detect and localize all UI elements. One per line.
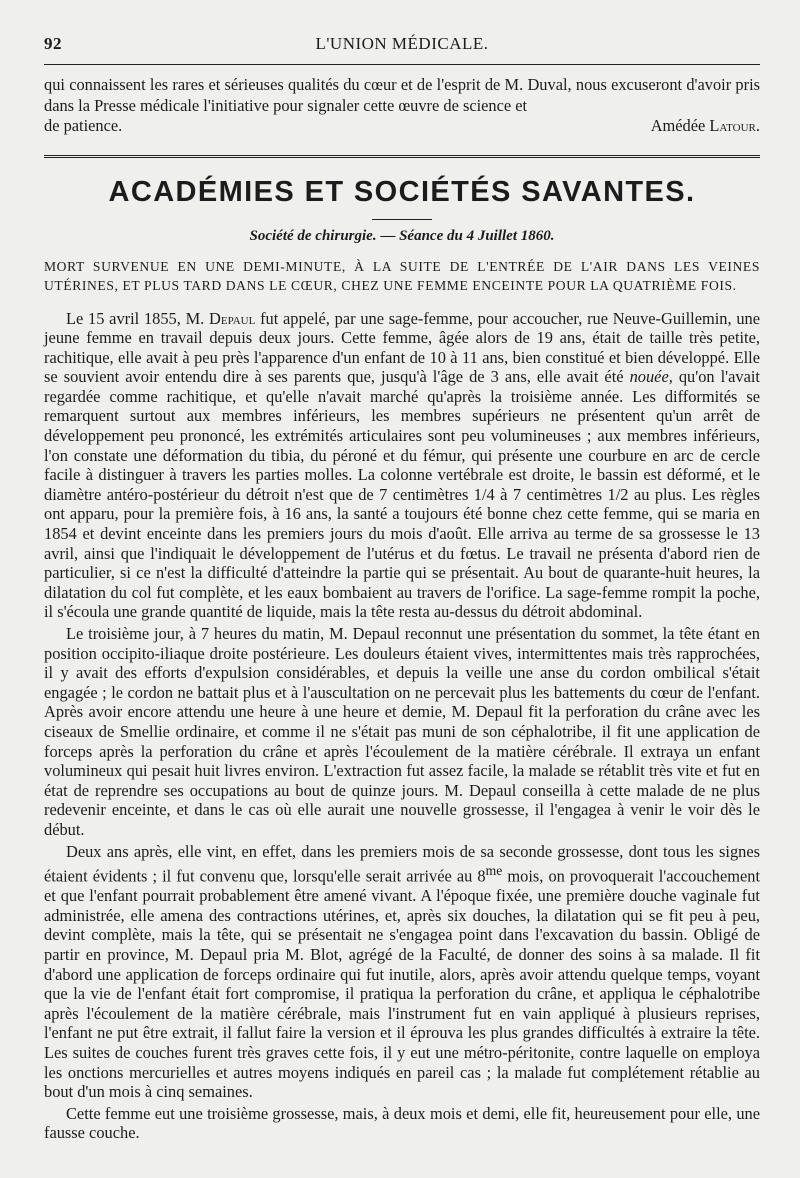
section-rule — [44, 155, 760, 158]
p1-after: qu'on l'avait regardée comme rachitique, et qu'elle n'avait marché qu'après la troisième année. Les difformités se remarquent surtout aux membres inférieurs, les membres supérieurs ne présentent qu'un arrêt de développement peu prononcé, les extrémités articulaires sont peu volumineuses ; aux membres inférieurs, l'on constate une déformation du tibia, du péroné et du fémur, qui présente une courbure en arc de cercle facile à distinguer à travers les parties molles. La colonne vertébrale est droite, le bassin est déformé, et le diamètre antéro-postérieur du détroit n'est que de 7 centimètres 1/4 à 7 centimètres 1/2 au plus. Les règles ont apparu, pour la première fois, à 16 ans, la santé a toujours été bonne chez cette femme, qui se maria en 1854 et devint enceinte dans les premiers jours du mois d'août. Elle arriva au terme de sa grossesse le 13 avril, ainsi que l'indiquait le développement de l'utérus et du fœtus. Le travail ne présenta d'abord rien de particulier, si ce n'est la difficulté d'atteindre la partie qui se présentait. Au bout de quarante-huit heures, la dilatation du col fut complète, et les eaux bombaient au travers de l'orifice. La sage-femme rompit la poche, il s'écoula une grande quantité de liquide, mais la tête resta au-dessus du détroit abdominal. — [44, 367, 760, 622]
p1-name: Depaul — [209, 308, 256, 328]
intro-paragraph — [44, 75, 760, 137]
paragraph-1 — [44, 309, 760, 623]
p3-superscript: me — [485, 863, 503, 879]
signature-first-name: Amédée — [650, 116, 706, 135]
p1-middle: fut appelé, par une sage-femme, pour accoucher, rue Neuve-Guillemin, une jeune femme en travail depuis deux jours. Cette femme, âgée alors de 19 ans, était de taille très petite, rachitique, elle avait à peu près l'apparence d'un enfant de 10 à 11 ans, bien constitué et bien développé. Elle se souvient avoir entendu dire à ses parents que, jusqu'à l'âge de 3 ans, elle avait été — [44, 308, 760, 387]
intro-last-words: de patience. — [44, 116, 123, 135]
paragraph-2: Le troisième jour, à 7 heures du matin, M. Depaul reconnut une présentation du sommet, la tête étant en position occipito-iliaque droite postérieure. Les douleurs étaient vives, intermittentes mais très rapprochées, il y avait des efforts d'expulsion considérables, et depuis la veille une anse du cordon ombilical s'était engagée ; le cordon ne battait plus et à l'auscultation on ne percevait plus les battements du cœur de l'enfant. Après avoir encore attendu une heure à une heure et demie, M. Depaul fit la perforation du crâne avec les ciseaux de Smellie ordinaire, et comme il ne s'était pas muni de son céphalotribe, il fit une application de forceps après la perforation du crâne et après l'écoulement de la matière cérébrale. Il extraya un enfant volumineux qui pesait huit livres environ. L'extraction fut assez facile, la malade se rétablit très vite et fut en état de reprendre ses occupations au bout de quinze jours. M. Depaul conseilla à cette malade de ne plus redevenir enceinte, et dans le cas où elle aurait une nouvelle grossesse, il l'engagea à venir le voir dès le début. — [44, 624, 760, 839]
article-body — [44, 309, 760, 1143]
case-title: MORT SURVENUE EN UNE DEMI-MINUTE, À LA SUITE DE L'ENTRÉE DE L'AIR DANS LES VEINES UTÉRINES, ET PLUS TARD DANS LE CŒUR, CHEZ UNE FEMME ENCEINTE POUR LA QUATRIÈME FOIS. — [44, 258, 760, 293]
session-date: Séance du 4 Juillet 1860. — [399, 227, 555, 244]
p1-before: Le 15 avril 1855, M. — [66, 308, 210, 328]
paragraph-3 — [44, 842, 760, 1102]
journal-title: L'UNION MÉDICALE. — [315, 34, 489, 53]
page-number: 92 — [44, 34, 62, 53]
intro-text: qui connaissent les rares et sérieuses qualités du cœur et de l'esprit de M. Duval, nous excuseront d'avoir pris dans la Presse médicale l'initiative pour signaler cette œuvre de science et — [44, 75, 760, 115]
intro-last-line — [44, 116, 760, 137]
signature — [651, 116, 760, 137]
session-separator: — — [380, 227, 396, 244]
header-rule — [44, 64, 760, 65]
section-title: ACADÉMIES ET SOCIÉTÉS SAVANTES. — [108, 175, 696, 208]
signature-last-name: Latour. — [709, 116, 760, 135]
paragraph-4: Cette femme eut une troisième grossesse, mais, à deux mois et demi, elle fit, heureusement pour elle, une fausse couche. — [44, 1103, 760, 1143]
society-name: Société de chirurgie. — [249, 227, 377, 244]
p1-emphasis: nouée, — [629, 367, 673, 387]
p3-before: Deux ans après, elle vint, en effet, dans les premiers mois de sa seconde grossesse, dont tous les signes étaient évidents ; il fut convenu que, lorsqu'elle serait arrivée au 8 — [44, 841, 760, 886]
running-head — [44, 30, 760, 58]
session-line — [44, 228, 760, 245]
title-underline — [372, 219, 432, 220]
p3-after: mois, on provoquerait l'accouchement et que l'enfant pourrait probablement être amené vivant. A l'époque fixée, une première douche vaginale fut administrée, elle amena des contractions utérines, et, après six douches, la dilatation qui se fit peu à peu, devint complète, mais la tête, qui se présentait ne s'engagea point dans l'excavation du bassin. Obligé de partir en province, M. Depaul pria M. Blot, agrégé de la Faculté, de donner des soins à sa malade. Il fit d'abord une application de forceps ordinaire qui fut inutile, alors, après avoir attendu quelque temps, voyant que la vie de l'enfant était fort compromise, il pratiqua la perforation du crâne, et appliqua le céphalotribe après l'écoulement de la matière cérébrale, mais l'instrument fut en vain appliqué à plusieurs reprises, l'enfant ne put être extrait, il fallut faire la version et il éprouva les plus grandes difficultés à extraire la tête. Les suites de couches furent très graves cette fois, il y eut une métro-péritonite, contre laquelle on employa les onctions mercurielles et autres moyens indiqués en pareil cas ; la malade fut complétement rétablie au bout d'un mois à cinq semaines. — [44, 866, 760, 1102]
